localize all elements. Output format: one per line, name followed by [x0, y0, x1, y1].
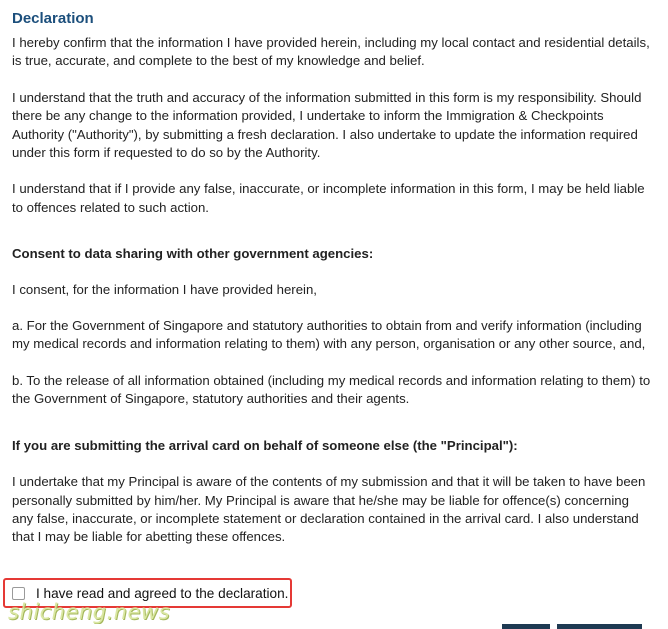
partial-button-left[interactable]	[502, 624, 550, 629]
agree-checkbox[interactable]	[12, 587, 25, 600]
consent-item-a: a. For the Government of Singapore and statutory authorities to obtain from and verify information (including my medical records and information relating to them) with any person, organisation or any other source, and,	[12, 318, 646, 352]
agree-checkbox-label[interactable]: I have read and agreed to the declaration.	[36, 585, 289, 601]
consent-item-b: b. To the release of all information obtained (including my medical records and information relating to them) to the Government of Singapore, statutory authorities and their agents.	[12, 372, 651, 407]
principal-heading: If you are submitting the arrival card on behalf of someone else (the "Principal"):	[12, 437, 518, 453]
declaration-paragraph-3: I understand that if I provide any false, inaccurate, or incomplete information in this form, I may be held liable to offences related to such action.	[12, 181, 645, 215]
partial-button-right[interactable]	[557, 624, 642, 629]
declaration-paragraph-1: I hereby confirm that the information I have provided herein, including my local contact and residential details, is true, accurate, and complete to the best of my knowledge and belief.	[12, 35, 650, 69]
declaration-paragraph-2: I understand that the truth and accuracy of the information submitted in this form is my responsibility. Should there be any change to the information provided, I undertake to inform the Immigration & Checkpoints Authority ("Authority"), by submitting a fresh declaration. I also undertake to update the information required under this form if requested to do so by the Authority.	[12, 89, 642, 161]
principal-text: I undertake that my Principal is aware of the contents of my submission and that it will be taken to have been personally submitted by him/her. My Principal is aware that he/she may be liable for offence(s) concerning any false, inaccurate, or incomplete statement or declaration contained in the arrival card. I also understand that I may be liable for abetting these offences.	[12, 474, 646, 545]
declaration-section	[12, 10, 652, 547]
declaration-title: Declaration	[12, 10, 94, 27]
consent-heading: Consent to data sharing with other government agencies:	[12, 246, 374, 262]
watermark-text: shicheng.news	[8, 600, 171, 624]
consent-intro: I consent, for the information I have provided herein,	[12, 281, 317, 297]
